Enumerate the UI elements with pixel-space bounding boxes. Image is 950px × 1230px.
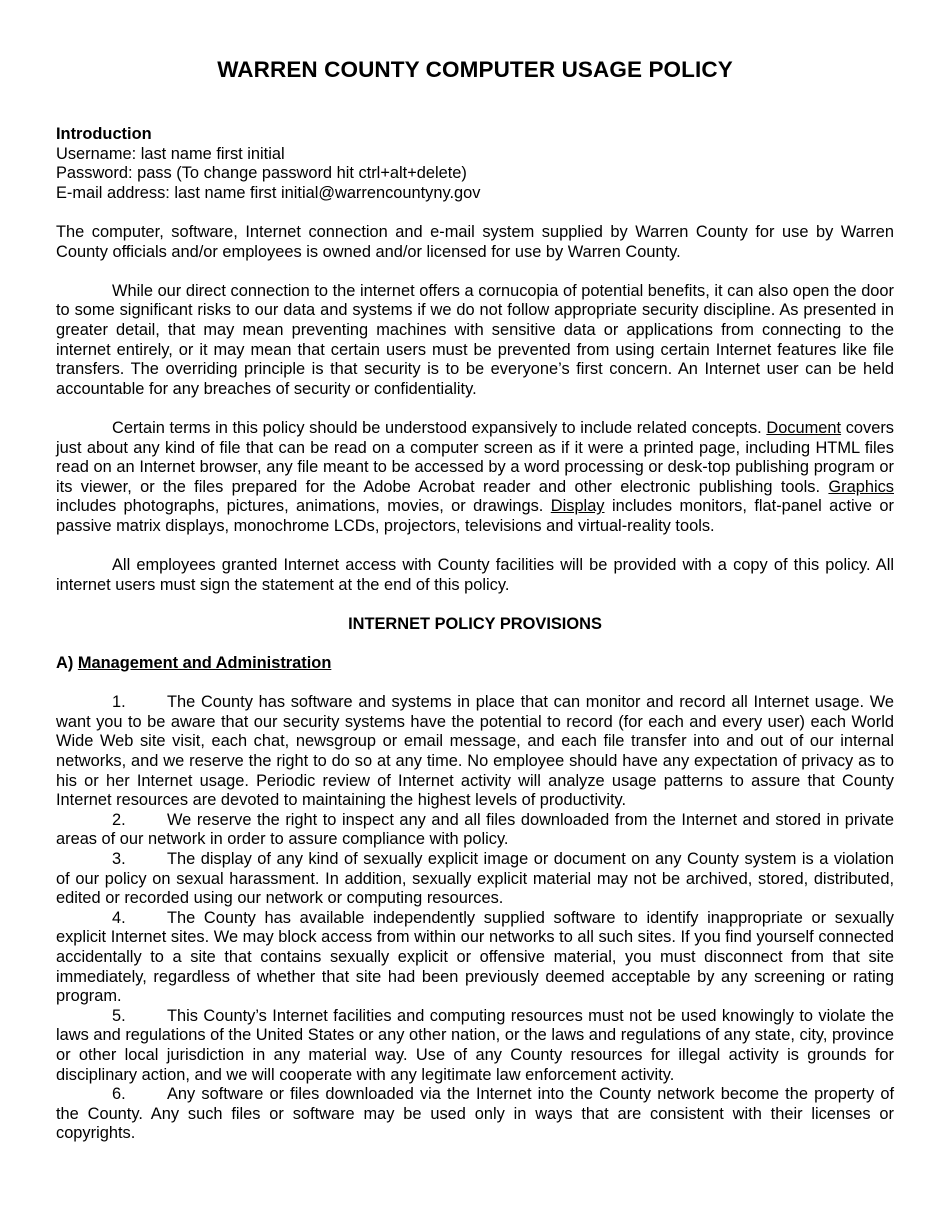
policy-item — [56, 693, 894, 811]
policy-item — [56, 811, 894, 850]
section-a-letter: A) — [56, 654, 78, 673]
distribution-paragraph: All employees granted Internet access with County facilities will be provided with a copy of this policy. All internet users must sign the statement at the end of this policy. — [56, 556, 894, 594]
term-document: Document — [766, 418, 842, 437]
spacer — [56, 595, 894, 615]
spacer — [56, 536, 894, 556]
policy-item-text: The display of any kind of sexually explicit image or document on any County system is a violation of our policy on sexual harassment. In addition, sexually explicit material may not be archived, stored, distributed, edited or recorded using our network or computing resources. — [56, 849, 894, 908]
term-graphics: Graphics — [828, 477, 894, 496]
policy-item — [56, 1007, 894, 1085]
spacer — [56, 674, 894, 694]
section-a-title: Management and Administration — [77, 654, 332, 673]
policy-item-text: The County has available independently supplied software to identify inappropriate or sexually explicit Internet sites. We may block access from within our networks to all such sites. If you find yourself connected accidentally to a site that contains sexually explicit or offensive material, you must disconnect from that site immediately, regardless of whether that site had been previously deemed acceptable by any screening or rating program. — [56, 908, 894, 1006]
section-a-heading — [56, 654, 894, 674]
introduction-heading: Introduction — [56, 125, 152, 143]
provisions-heading: INTERNET POLICY PROVISIONS — [348, 614, 602, 633]
terms-paragraph — [56, 419, 894, 537]
policy-item-list — [56, 693, 894, 1144]
ownership-paragraph: The computer, software, Internet connection and e-mail system supplied by Warren County for use by Warren County officials and/or employees is owned and/or licensed for use by Warren County. — [56, 222, 894, 261]
policy-item-number: 5. — [112, 1006, 126, 1025]
policy-item-text: Any software or files downloaded via the Internet into the County network become the property of the County. Any such files or software may be used only in ways that are consistent with their licenses or copyrights. — [56, 1085, 894, 1143]
policy-item-number: 2. — [112, 810, 126, 829]
terms-lead: Certain terms in this policy should be understood expansively to include related concepts. — [112, 418, 767, 437]
password-line: Password: pass (To change password hit ctrl+alt+delete) — [56, 164, 467, 183]
spacer — [56, 262, 894, 282]
term-graphics-definition: includes photographs, pictures, animations, movies, or drawings. — [56, 497, 551, 516]
spacer — [56, 634, 894, 654]
policy-item-text: We reserve the right to inspect any and all files downloaded from the Internet and stored in private areas of our network in order to assure compliance with policy. — [56, 810, 894, 849]
document-title: WARREN COUNTY COMPUTER USAGE POLICY — [217, 57, 733, 82]
policy-item — [56, 1085, 894, 1144]
introduction-block — [56, 125, 894, 203]
policy-item-number: 1. — [112, 693, 126, 712]
spacer — [56, 203, 894, 223]
policy-item — [56, 909, 894, 1007]
username-line: Username: last name first initial — [56, 144, 285, 163]
policy-item-number: 4. — [112, 908, 126, 927]
email-line: E-mail address: last name first initial@warrencountyny.gov — [56, 183, 481, 202]
security-paragraph: While our direct connection to the internet offers a cornucopia of potential benefits, it can also open the door to some significant risks to our data and systems if we do not follow appropriate security discipline. As presented in greater detail, that may mean preventing machines with sensitive data or applications from connecting to the internet entirely, or it may mean that certain users must be prevented from using certain Internet features like file transfers. The overriding principle is that security is to be everyone’s first concern. An Internet user can be held accountable for any breaches of security or confidentiality. — [56, 281, 894, 398]
term-display-definition: includes monitors, flat-panel active or passive matrix displays, monochrome LCDs, projectors, televisions and virtual-reality tools. — [56, 497, 894, 535]
spacer — [56, 399, 894, 419]
term-display: Display — [550, 497, 605, 516]
policy-item-text: The County has software and systems in place that can monitor and record all Internet usage. We want you to be aware that our security systems have the potential to record (for each and every user) each World Wide Web site visit, each chat, newsgroup or email message, and each file transfer into and out of our internal networks, and we reserve the right to do so at any time. No employee should have any expectation of privacy as to his or her Internet usage. Periodic review of Internet activity will analyze usage patterns to assure that County Internet resources are devoted to maintaining the highest levels of productivity. — [56, 693, 894, 810]
policy-item-text: This County’s Internet facilities and computing resources must not be used knowingly to violate the laws and regulations of the United States or any other nation, or the laws and regulations of any state, city, province or other local jurisdiction in any material way. Use of any County resources for illegal activity is grounds for disciplinary action, and we will cooperate with any legitimate law enforcement activity. — [56, 1006, 894, 1084]
policy-item-number: 6. — [112, 1085, 126, 1104]
policy-item-number: 3. — [112, 849, 126, 868]
term-document-definition: covers just about any kind of file that can be read on a computer screen as if it were a printed page, including HTML files read on an Internet browser, any file meant to be accessed by a word processing or desk-top publishing program or its viewer, or the files prepared for the Adobe Acrobat reader and other electronic publishing tools. — [56, 418, 894, 496]
policy-item — [56, 850, 894, 909]
